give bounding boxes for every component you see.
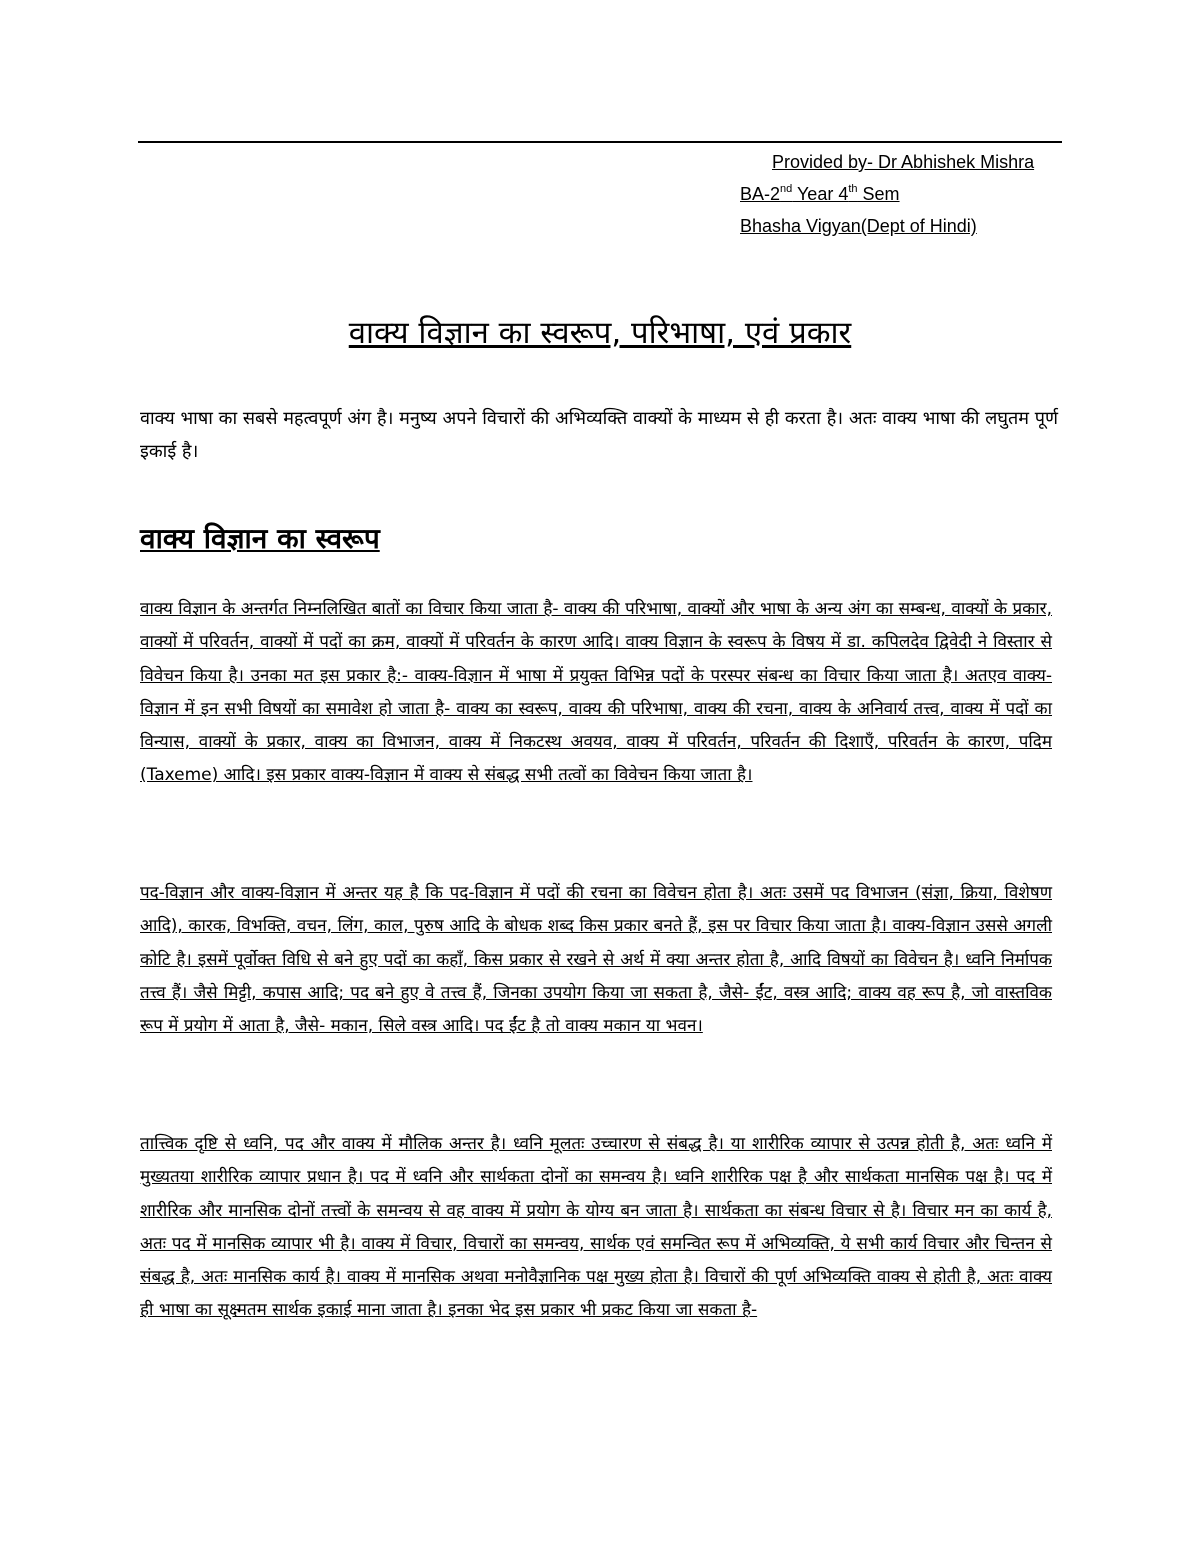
intro-paragraph: वाक्य भाषा का सबसे महत्वपूर्ण अंग है। मनुष्य अपने विचारों की अभिव्यक्ति वाक्यों के माध्यम से ही करता है। अतः वाक्य भाषा की लघुतम पूर्ण इकाई है। — [140, 408, 1058, 462]
body-paragraph: वाक्य विज्ञान के अन्तर्गत निम्नलिखित बातों का विचार किया जाता है- वाक्य की परिभाषा, वाक्यों और भाषा के अन्य अंग का सम्बन्ध, वाक्यों के प्रकार, वाक्यों में परिवर्तन, वाक्यों में पदों का क्रम, वाक्यों में परिवर्तन के कारण आदि। वाक्य विज्ञान के स्वरूप के विषय में डा. कपिलदेव द्विवेदी ने विस्तार से विवेचन किया है। उनका मत इस प्रकार है:- वाक्य-विज्ञान में भाषा में प्रयुक्त विभिन्न पदों के परस्पर संबन्ध का विचार किया जाता है। अतएव वाक्य-विज्ञान में इन सभी विषयों का समावेश हो जाता है- वाक्य का स्वरूप, वाक्य की परिभाषा, वाक्य की रचना, वाक्य के अनिवार्य तत्त्व, वाक्य में पदों का विन्यास, वाक्यों के प्रकार, वाक्य का विभाजन, वाक्य में निकटस्थ अवयव, वाक्य में परिवर्तन, परिवर्तन की दिशाएँ, परिवर्तन के कारण, पदिम (Taxeme) आदि। इस प्रकार वाक्य-विज्ञान में वाक्य से संबद्ध सभी तत्वों का विवेचन किया जाता है। — [140, 599, 1052, 786]
header-rule — [138, 141, 1062, 143]
body-paragraph: तात्त्विक दृष्टि से ध्वनि, पद और वाक्य में मौलिक अन्तर है। ध्वनि मूलतः उच्चारण से संबद्ध है। या शारीरिक व्यापार से उत्पन्न होती है, अतः ध्वनि में मुख्यतया शारीरिक व्यापार प्रधान है। पद में ध्वनि और सार्थकता दोनों का समन्वय है। ध्वनि शारीरिक पक्ष है और सार्थकता मानसिक पक्ष है। पद में शारीरिक और मानसिक दोनों तत्त्वों के समन्वय से वह वाक्य में प्रयोग के योग्य बन जाता है। सार्थकता का संबन्ध विचार से है। विचार मन का कार्य है, अतः पद में मानसिक व्यापार भी है। वाक्य में विचार, विचारों का समन्वय, सार्थक एवं समन्वित रूप में अभिव्यक्ति, ये सभी कार्य विचार और चिन्तन से संबद्ध है, अतः मानसिक कार्य है। वाक्य में मानसिक अथवा मनोवैज्ञानिक पक्ष मुख्य होता है। विचारों की पूर्ण अभिव्यक्ति वाक्य से होती है, अतः वाक्य ही भाषा का सूक्ष्मतम सार्थक इकाई माना जाता है। इनका भेद इस प्रकार भी प्रकट किया जा सकता है- — [140, 1134, 1052, 1321]
subject-info: Bhasha Vigyan(Dept of Hindi) — [740, 216, 977, 236]
section-heading: वाक्य विज्ञान का स्वरूप — [140, 522, 380, 555]
provided-by: Provided by- Dr Abhishek Mishra — [772, 152, 1035, 172]
course-prefix: BA-2 — [740, 184, 781, 204]
document-title: वाक्य विज्ञान का स्वरूप, परिभाषा, एवं प्रकार — [348, 315, 852, 351]
course-suffix: Sem — [857, 184, 900, 204]
course-info — [740, 178, 1034, 210]
course-sup-nd: nd — [780, 183, 793, 195]
body-paragraph: पद-विज्ञान और वाक्य-विज्ञान में अन्तर यह है कि पद-विज्ञान में पदों की रचना का विवेचन होता है। अतः उसमें पद विभाजन (संज्ञा, क्रिया, विशेषण आदि), कारक, विभक्ति, वचन, लिंग, काल, पुरुष आदि के बोधक शब्द किस प्रकार बनते हैं, इस पर विचार किया जाता है। वाक्य-विज्ञान उससे अगली कोटि है। इसमें पूर्वोक्त विधि से बने हुए पदों का कहाँ, किस प्रकार से रखने से अर्थ में क्या अन्तर होता है, आदि विषयों का विवेचन है। ध्वनि निर्मापक तत्त्व हैं। जैसे मिट्टी, कपास आदि; पद बने हुए वे तत्त्व हैं, जिनका उपयोग किया जा सकता है, जैसे- ईंट, वस्त्र आदि; वाक्य वह रूप है, जो वास्तविक रूप में प्रयोग में आता है, जैसे- मकान, सिले वस्त्र आदि। पद ईंट है तो वाक्य मकान या भवन। — [140, 883, 1052, 1037]
credits-block — [740, 146, 1034, 242]
course-mid: Year 4 — [792, 184, 849, 204]
course-sup-th: th — [848, 183, 858, 195]
